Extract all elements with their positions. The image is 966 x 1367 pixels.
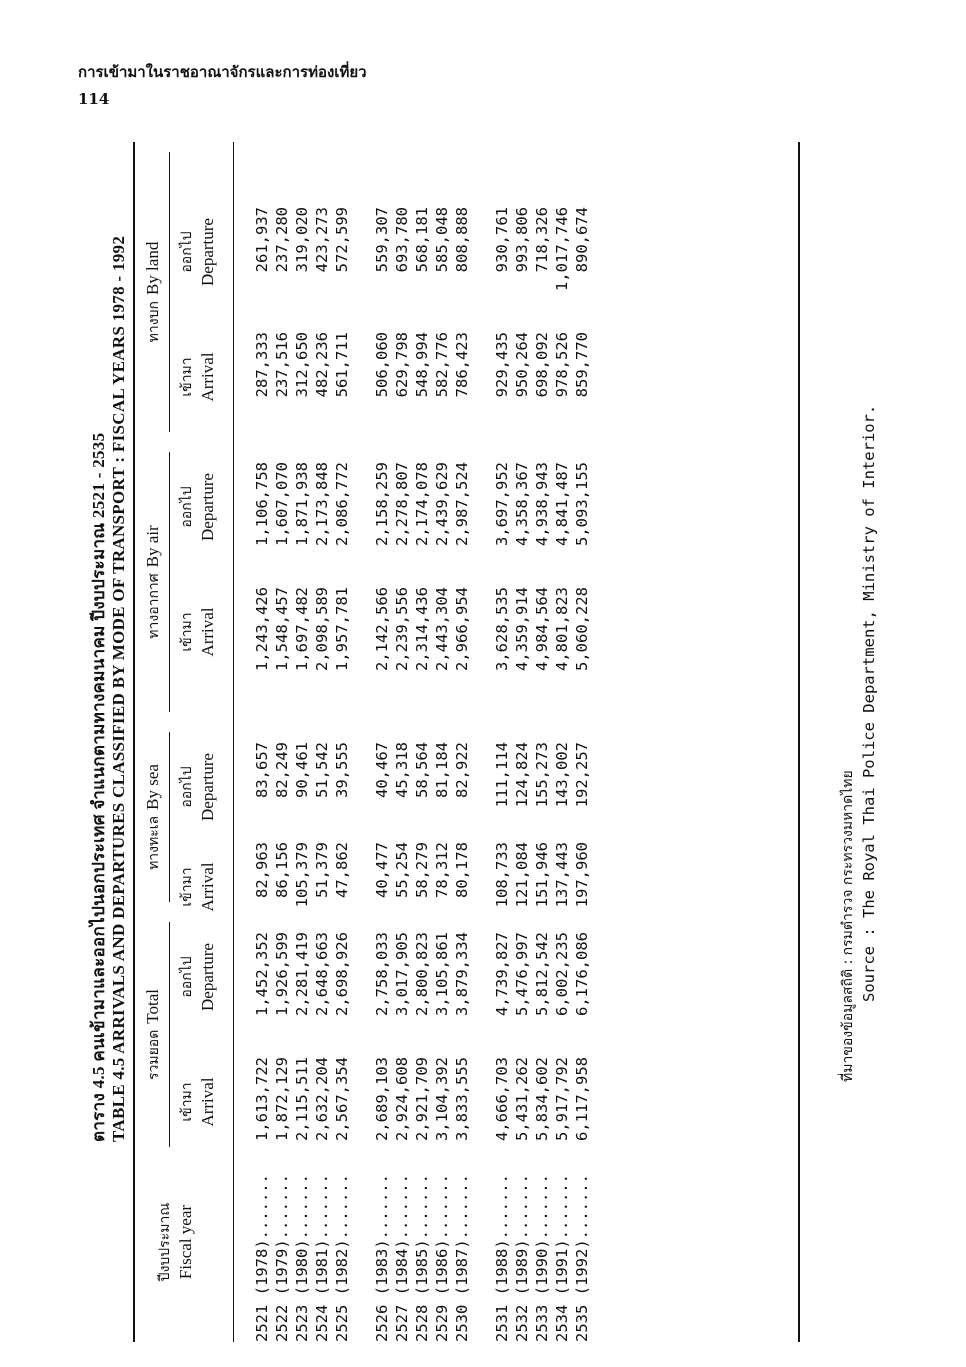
- table-cell: 312,650: [293, 332, 311, 398]
- table-cell: 78,312: [433, 842, 451, 898]
- table-cell: 261,937: [253, 207, 271, 273]
- table-cell: 2,966,954: [453, 587, 471, 671]
- table-cell: 1,697,482: [293, 587, 311, 671]
- table-cell: 237,516: [273, 332, 291, 398]
- fiscal-year-header: [155, 1152, 197, 1332]
- page-header-title: การเข้ามาในราชอาณาจักรและการท่องเที่ยว: [78, 63, 367, 81]
- table-cell: 4,841,487: [553, 462, 571, 546]
- table-cell: 83,657: [253, 742, 271, 798]
- table-cell: 4,938,943: [533, 462, 551, 546]
- fiscal-year-cell: 2530 (1987).......: [453, 1174, 471, 1342]
- table-cell: 39,555: [333, 742, 351, 798]
- fiscal-year-header-thai: ปีงบประมาณ: [157, 1202, 173, 1282]
- departure-column-header: [177, 197, 219, 307]
- table-cell: 2,921,709: [413, 1057, 431, 1141]
- table-cell: 1,106,758: [253, 462, 271, 546]
- column-header-thai: ออกไป: [179, 956, 195, 998]
- header-rule: [233, 142, 234, 1342]
- table-cell: 1,871,938: [293, 462, 311, 546]
- fiscal-year-cell: 2532 (1989).......: [513, 1174, 531, 1342]
- table-cell: 5,060,228: [573, 587, 591, 671]
- table-cell: 137,443: [553, 842, 571, 908]
- fiscal-year-header-english: Fiscal year: [176, 1204, 195, 1280]
- table-cell: 3,833,555: [453, 1057, 471, 1141]
- table-cell: 2,142,566: [373, 587, 391, 671]
- table-cell: 3,879,334: [453, 932, 471, 1016]
- table-cell: 124,824: [513, 742, 531, 808]
- fiscal-year-cell: 2527 (1984).......: [393, 1174, 411, 1342]
- table-cell: 6,002,235: [553, 932, 571, 1016]
- column-header-english: Arrival: [198, 607, 217, 657]
- fiscal-year-cell: 2528 (1985).......: [413, 1174, 431, 1342]
- table-cell: 108,733: [493, 842, 511, 908]
- fiscal-year-cell: 2523 (1980).......: [293, 1174, 311, 1342]
- table-cell: 582,776: [433, 332, 451, 398]
- column-header-thai: ออกไป: [179, 486, 195, 528]
- table-cell: 1,872,129: [273, 1057, 291, 1141]
- table-cell: 1,926,599: [273, 932, 291, 1016]
- table-cell: 929,435: [493, 332, 511, 398]
- table-cell: 2,648,663: [313, 932, 331, 1016]
- table-cell: 105,379: [293, 842, 311, 908]
- table-cell: 58,279: [413, 842, 431, 898]
- table-cell: 786,423: [453, 332, 471, 398]
- table-cell: 3,017,905: [393, 932, 411, 1016]
- table-cell: 192,257: [573, 742, 591, 808]
- table-cell: 698,092: [533, 332, 551, 398]
- table-cell: 2,239,556: [393, 587, 411, 671]
- table-cell: 2,698,926: [333, 932, 351, 1016]
- source-thai: [837, 770, 859, 1082]
- table-cell: 51,542: [313, 742, 331, 798]
- table-cell: 111,114: [493, 742, 511, 808]
- table-cell: 80,178: [453, 842, 471, 898]
- table-cell: 859,770: [573, 332, 591, 398]
- table-cell: 197,960: [573, 842, 591, 908]
- table-cell: 151,946: [533, 842, 551, 908]
- group-header-english: By land: [143, 241, 162, 296]
- column-header-thai: เข้ามา: [179, 867, 195, 907]
- table-cell: 2,567,354: [333, 1057, 351, 1141]
- table-cell: 2,174,078: [413, 462, 431, 546]
- table-cell: 506,060: [373, 332, 391, 398]
- table-cell: 155,273: [533, 742, 551, 808]
- table-cell: 1,607,070: [273, 462, 291, 546]
- table-cell: 5,812,542: [533, 932, 551, 1016]
- table-cell: 40,477: [373, 842, 391, 898]
- column-header-thai: ออกไป: [179, 231, 195, 273]
- table-cell: 51,379: [313, 842, 331, 898]
- fiscal-year-cell: 2521 (1978).......: [253, 1174, 271, 1342]
- table-cell: 2,632,204: [313, 1057, 331, 1141]
- table-cell: 3,104,392: [433, 1057, 451, 1141]
- table-cell: 561,711: [333, 332, 351, 398]
- table-cell: 58,564: [413, 742, 431, 798]
- table-cell: 2,987,524: [453, 462, 471, 546]
- table-cell: 4,739,827: [493, 932, 511, 1016]
- table-cell: 82,249: [273, 742, 291, 798]
- table-cell: 319,020: [293, 207, 311, 273]
- table-cell: 559,307: [373, 207, 391, 273]
- group-underline: [169, 922, 170, 1147]
- table-cell: 482,236: [313, 332, 331, 398]
- departure-column-header: [177, 452, 219, 562]
- table-cell: 2,086,772: [333, 462, 351, 546]
- column-header-thai: เข้ามา: [179, 612, 195, 652]
- table-cell: 40,467: [373, 742, 391, 798]
- table-cell: 55,254: [393, 842, 411, 898]
- fiscal-year-cell: 2534 (1991).......: [553, 1174, 571, 1342]
- table-cell: 2,439,629: [433, 462, 451, 546]
- table-cell: 693,780: [393, 207, 411, 273]
- column-header-english: Arrival: [198, 1077, 217, 1127]
- table-cell: 3,105,861: [433, 932, 451, 1016]
- table-cell: 572,599: [333, 207, 351, 273]
- table-cell: 2,443,304: [433, 587, 451, 671]
- group-underline: [169, 732, 170, 902]
- table-cell: 86,156: [273, 842, 291, 898]
- table-cell: 4,358,367: [513, 462, 531, 546]
- table-cell: 718,326: [533, 207, 551, 273]
- table-cell: 2,758,033: [373, 932, 391, 1016]
- arrival-column-header: [177, 577, 219, 687]
- table-cell: 1,957,781: [333, 587, 351, 671]
- table-cell: 5,093,155: [573, 462, 591, 546]
- arrival-column-header: [177, 1047, 219, 1157]
- table-cell: 585,048: [433, 207, 451, 273]
- fiscal-year-cell: 2533 (1990).......: [533, 1174, 551, 1342]
- group-header-thai: รวมยอด: [146, 1029, 162, 1081]
- fiscal-year-cell: 2526 (1983).......: [373, 1174, 391, 1342]
- table-cell: 81,184: [433, 742, 451, 798]
- group-header-by-land: [143, 142, 165, 442]
- table-cell: 1,548,457: [273, 587, 291, 671]
- table-cell: 1,613,722: [253, 1057, 271, 1141]
- table-cell: 4,801,823: [553, 587, 571, 671]
- page-number: 114: [78, 90, 110, 108]
- group-header-english: By air: [143, 525, 162, 568]
- group-header-english: By sea: [143, 764, 162, 810]
- table-cell: 4,666,703: [493, 1057, 511, 1141]
- table-cell: 568,181: [413, 207, 431, 273]
- table-cell: 2,173,848: [313, 462, 331, 546]
- table-cell: 82,922: [453, 742, 471, 798]
- fiscal-year-cell: 2524 (1981).......: [313, 1174, 331, 1342]
- table-cell: 423,273: [313, 207, 331, 273]
- table-cell: 4,359,914: [513, 587, 531, 671]
- table-cell: 978,526: [553, 332, 571, 398]
- arrival-column-header: [177, 322, 219, 432]
- table-cell: 143,002: [553, 742, 571, 808]
- table-cell: 2,924,608: [393, 1057, 411, 1141]
- table-cell: 2,115,511: [293, 1057, 311, 1141]
- table-cell: 548,994: [413, 332, 431, 398]
- table-cell: 5,834,602: [533, 1057, 551, 1141]
- table-cell: 2,278,807: [393, 462, 411, 546]
- table-cell: 2,314,436: [413, 587, 431, 671]
- column-header-english: Departure: [198, 473, 217, 541]
- table-cell: 808,888: [453, 207, 471, 273]
- departure-column-header: [177, 732, 219, 842]
- table-cell: 6,176,086: [573, 932, 591, 1016]
- table-cell: 950,264: [513, 332, 531, 398]
- table-cell: 1,017,746: [553, 207, 571, 291]
- arrival-column-header: [177, 832, 219, 942]
- table-cell: 5,476,997: [513, 932, 531, 1016]
- column-header-thai: ออกไป: [179, 766, 195, 808]
- table-cell: 47,862: [333, 842, 351, 898]
- table-cell: 2,098,589: [313, 587, 331, 671]
- table-cell: 1,452,352: [253, 932, 271, 1016]
- group-header-thai: ทางบก: [146, 301, 162, 343]
- fiscal-year-cell: 2531 (1988).......: [493, 1174, 511, 1342]
- table-cell: 4,984,564: [533, 587, 551, 671]
- fiscal-year-cell: 2522 (1979).......: [273, 1174, 291, 1342]
- group-header-by-sea: [143, 722, 165, 912]
- group-header-total: [143, 912, 165, 1157]
- column-header-thai: เข้ามา: [179, 1082, 195, 1122]
- table-cell: 287,333: [253, 332, 271, 398]
- bottom-rule: [798, 142, 800, 1342]
- table-cell: 890,674: [573, 207, 591, 273]
- table-cell: 629,798: [393, 332, 411, 398]
- table-cell: 82,963: [253, 842, 271, 898]
- table-cell: 237,280: [273, 207, 291, 273]
- column-header-english: Departure: [198, 943, 217, 1011]
- column-header-english: Arrival: [198, 352, 217, 402]
- group-header-english: Total: [143, 989, 162, 1024]
- table-cell: 5,917,792: [553, 1057, 571, 1141]
- fiscal-year-cell: 2525 (1982).......: [333, 1174, 351, 1342]
- rotated-table-page: [85, 142, 905, 1342]
- fiscal-year-cell: 2529 (1986).......: [433, 1174, 451, 1342]
- table-cell: 3,628,535: [493, 587, 511, 671]
- column-header-english: Arrival: [198, 862, 217, 912]
- group-underline: [169, 152, 170, 432]
- table-cell: 1,243,426: [253, 587, 271, 671]
- table-cell: 2,158,259: [373, 462, 391, 546]
- table-cell: 2,281,419: [293, 932, 311, 1016]
- group-header-by-air: [143, 442, 165, 722]
- table-title-thai: ตาราง 4.5 คนเข้ามาและออกไปนอกประเทศ จำแนกตามทางคมนาคม ปีงบประมาณ 2521 - 2535: [89, 432, 108, 1142]
- column-header-thai: เข้ามา: [179, 357, 195, 397]
- table-cell: 121,084: [513, 842, 531, 908]
- table-cell: 2,800,823: [413, 932, 431, 1016]
- table-cell: 993,806: [513, 207, 531, 273]
- table-title-english: TABLE 4.5 ARRIVALS AND DEPARTURES CLASSIFIED BY MODE OF TRANSPORT : FISCAL YEARS 1978 - 1992: [109, 235, 128, 1142]
- table-cell: 3,697,952: [493, 462, 511, 546]
- fiscal-year-cell: 2535 (1992).......: [573, 1174, 591, 1342]
- table-cell: 90,461: [293, 742, 311, 798]
- table-cell: 930,761: [493, 207, 511, 273]
- table-cell: 45,318: [393, 742, 411, 798]
- source-thai-text: ที่มาของข้อมูลสถิติ : กรมตำรวจ กระทรวงมหาดไทย: [840, 770, 856, 1082]
- group-underline: [169, 452, 170, 712]
- group-header-thai: ทางทะเล: [146, 815, 162, 870]
- table-cell: 2,689,103: [373, 1057, 391, 1141]
- source-english: Source : The Royal Thai Police Department, Ministry of Interior.: [860, 404, 878, 1002]
- table-cell: 6,117,958: [573, 1057, 591, 1141]
- column-header-english: Departure: [198, 218, 217, 286]
- column-header-english: Departure: [198, 753, 217, 821]
- top-rule: [133, 142, 135, 1342]
- table-cell: 5,431,262: [513, 1057, 531, 1141]
- group-header-thai: ทางอากาศ: [146, 573, 162, 639]
